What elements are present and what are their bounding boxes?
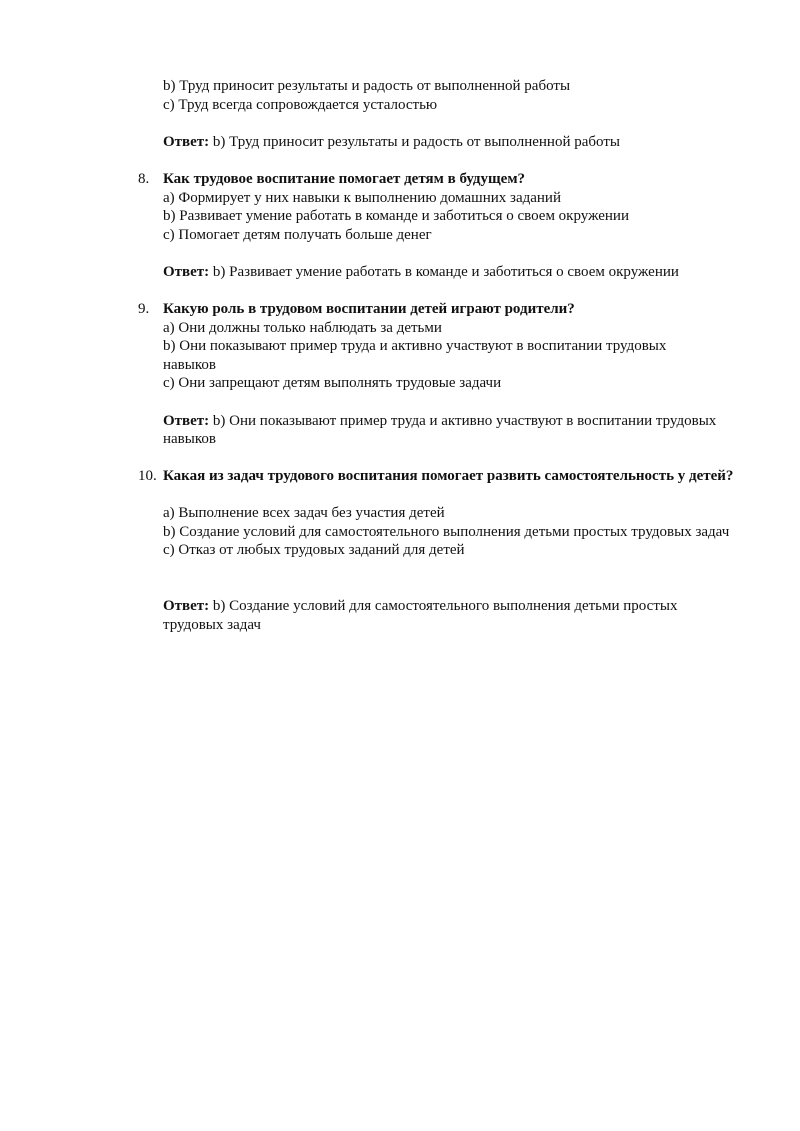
q10-answer-label: Ответ: <box>163 598 210 614</box>
q8-answer-label: Ответ: <box>163 264 210 280</box>
q9-answer-text: b) Они показывают пример труда и активно участвуют в воспитании трудовых навыков <box>163 412 717 447</box>
q7-answer-text: b) Труд приносит результаты и радость от выполненной работы <box>209 134 620 150</box>
q8-options <box>163 189 743 245</box>
q8-option-b: b) Развивает умение работать в команде и заботиться о своем окружении <box>163 208 629 224</box>
q9-option-b: b) Они показывают пример труда и активно участвуют в воспитании трудовых навыков <box>163 338 667 373</box>
q9-option-a: a) Они должны только наблюдать за детьми <box>163 319 442 336</box>
q10-answer-text: b) Создание условий для самостоятельного выполнения детьми простых трудовых задач <box>163 598 678 633</box>
q8-answer-text: b) Развивает умение работать в команде и заботиться о своем окружении <box>209 264 679 280</box>
q8-option-a: a) Формирует у них навыки к выполнению домашних заданий <box>163 189 561 206</box>
q9-option-c: c) Они запрещают детям выполнять трудовые задачи <box>163 375 502 391</box>
q8-answer <box>163 263 743 282</box>
q10-option-c: c) Отказ от любых трудовых заданий для детей <box>163 542 465 558</box>
q8-option-c: c) Помогает детям получать больше денег <box>163 226 432 243</box>
q7-answer-label: Ответ: <box>163 134 210 150</box>
q10-answer <box>163 597 723 634</box>
q9-answer-label: Ответ: <box>163 412 210 429</box>
q8-number: 8. <box>138 171 150 187</box>
q10-options <box>163 504 743 560</box>
q10-text: Какая из задач трудового воспитания помогает развить самостоятельность у детей? <box>163 468 734 484</box>
q9-answer <box>163 412 723 449</box>
q8-text: Как трудовое воспитание помогает детям в будущем? <box>163 171 526 187</box>
q10-option-a: a) Выполнение всех задач без участия детей <box>163 505 445 521</box>
q9-options <box>163 319 723 393</box>
q7-option-b: b) Труд приносит результаты и радость от выполненной работы <box>163 78 571 94</box>
q7-continuation <box>163 77 743 114</box>
q10-option-b: b) Создание условий для самостоятельного выполнения детьми простых трудовых задач <box>163 523 730 540</box>
q9-number: 9. <box>138 301 150 317</box>
q7-answer <box>163 133 743 152</box>
q9-text: Какую роль в трудовом воспитании детей играют родители? <box>163 301 575 317</box>
q7-option-c: c) Труд всегда сопровождается усталостью <box>163 96 438 113</box>
q10-number: 10. <box>138 468 157 484</box>
